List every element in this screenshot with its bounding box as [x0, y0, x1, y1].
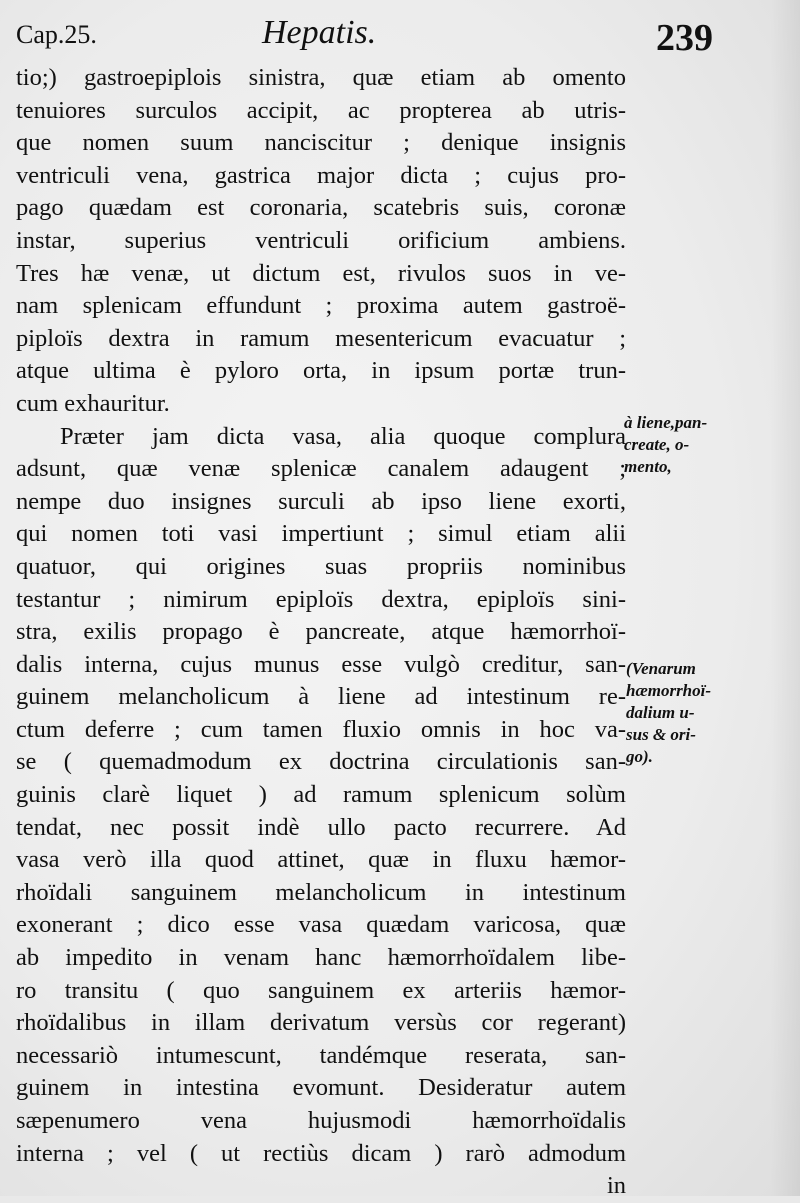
page-edge-shadow [770, 0, 800, 1196]
text-line: cum exhauritur. [16, 389, 170, 417]
margin-note-venarum [626, 658, 711, 768]
text-line: adsunt, quæ venæ splenicæ canalem adaugent ; [16, 455, 626, 483]
text-line: se ( quemadmodum ex doctrina circulationis san- [16, 748, 626, 776]
margin-note-line: (Venarum [626, 659, 696, 678]
text-line: sæpenumero vena hujusmodi hæmorrhoïdalis [16, 1107, 626, 1134]
margin-note-line: dalium u- [626, 703, 695, 722]
text-line: exonerant ; dico esse vasa quædam varicosa, quæ [16, 911, 626, 939]
text-line: tenuiores surculos accipit, ac propterea ab utris- [16, 96, 626, 124]
text-line: tendat, nec possit indè ullo pacto recurrere. Ad [16, 813, 626, 841]
text-line: dalis interna, cujus munus esse vulgò creditur, san- [16, 650, 626, 678]
margin-note-line: sus & ori- [626, 725, 696, 744]
main-text-block [16, 62, 626, 1203]
text-line: qui nomen toti vasi impertiunt ; simul etiam alii [16, 520, 626, 548]
page-number: 239 [656, 17, 713, 59]
text-line: rhoïdali sanguinem melancholicum in intestinum [16, 878, 626, 906]
text-line: interna ; vel ( ut rectiùs dicam ) rarò admodum [16, 1139, 626, 1167]
text-line: rhoïdalibus in illam derivatum versùs cor regerant) [16, 1009, 626, 1037]
margin-note-liene [624, 412, 707, 478]
paragraph-start-line: Præter jam dicta vasa, alia quoque complura [60, 422, 626, 450]
text-line: guinis clarè liquet ) ad ramum splenicum solùm [16, 781, 626, 809]
text-line: nam splenicam effundunt ; proxima autem gastroë- [16, 292, 626, 320]
text-line: ctum deferre ; cum tamen fluxio omnis in hoc va- [16, 715, 626, 743]
running-title: Hepatis. [262, 14, 377, 51]
margin-note-line: à liene,pan- [624, 413, 708, 432]
margin-note-line: create, o- [624, 435, 690, 454]
text-line: guinem melancholicum à liene ad intestinum re- [16, 683, 626, 711]
text-line: testantur ; nimirum epiploïs dextra, epiploïs sini- [16, 585, 626, 613]
text-line: ro transitu ( quo sanguinem ex arteriis hæmor- [16, 976, 626, 1004]
text-line: ab impedito in venam hanc hæmorrhoïdalem libe- [16, 944, 626, 972]
chapter-label: Cap.25. [16, 20, 97, 49]
text-line: stra, exilis propago è pancreate, atque hæmorrhoï- [16, 618, 626, 646]
running-header [0, 14, 800, 64]
text-line: atque ultima è pyloro orta, in ipsum portæ trun- [16, 357, 626, 385]
text-line: tio;) gastroepiplois sinistra, quæ etiam ab omento [16, 64, 626, 91]
text-line: guinem in intestina evomunt. Desideratur autem [16, 1074, 626, 1102]
text-line: necessariò intumescunt, tandémque reserata, san- [16, 1041, 626, 1069]
text-line: Tres hæ venæ, ut dictum est, rivulos suos in ve- [16, 259, 626, 287]
catchword: in [606, 1172, 626, 1200]
text-line: piploïs dextra in ramum mesentericum evacuatur ; [16, 324, 626, 352]
margin-note-line: go). [626, 747, 653, 766]
text-line: quatuor, qui origines suas propriis nominibus [16, 552, 626, 580]
text-line: nempe duo insignes surculi ab ipso liene exorti, [16, 487, 626, 515]
margin-note-line: hæmorrhoï- [626, 681, 712, 700]
text-line: instar, superius ventriculi orificium ambiens. [16, 226, 626, 254]
text-line: pago quædam est coronaria, scatebris suis, coronæ [16, 194, 626, 222]
margin-note-line: mento, [624, 457, 672, 476]
text-line: vasa verò illa quod attinet, quæ in fluxu hæmor- [16, 846, 626, 874]
text-line: ventriculi vena, gastrica major dicta ; cujus pro- [16, 161, 626, 189]
text-line: que nomen suum nanciscitur ; denique insignis [16, 129, 626, 157]
